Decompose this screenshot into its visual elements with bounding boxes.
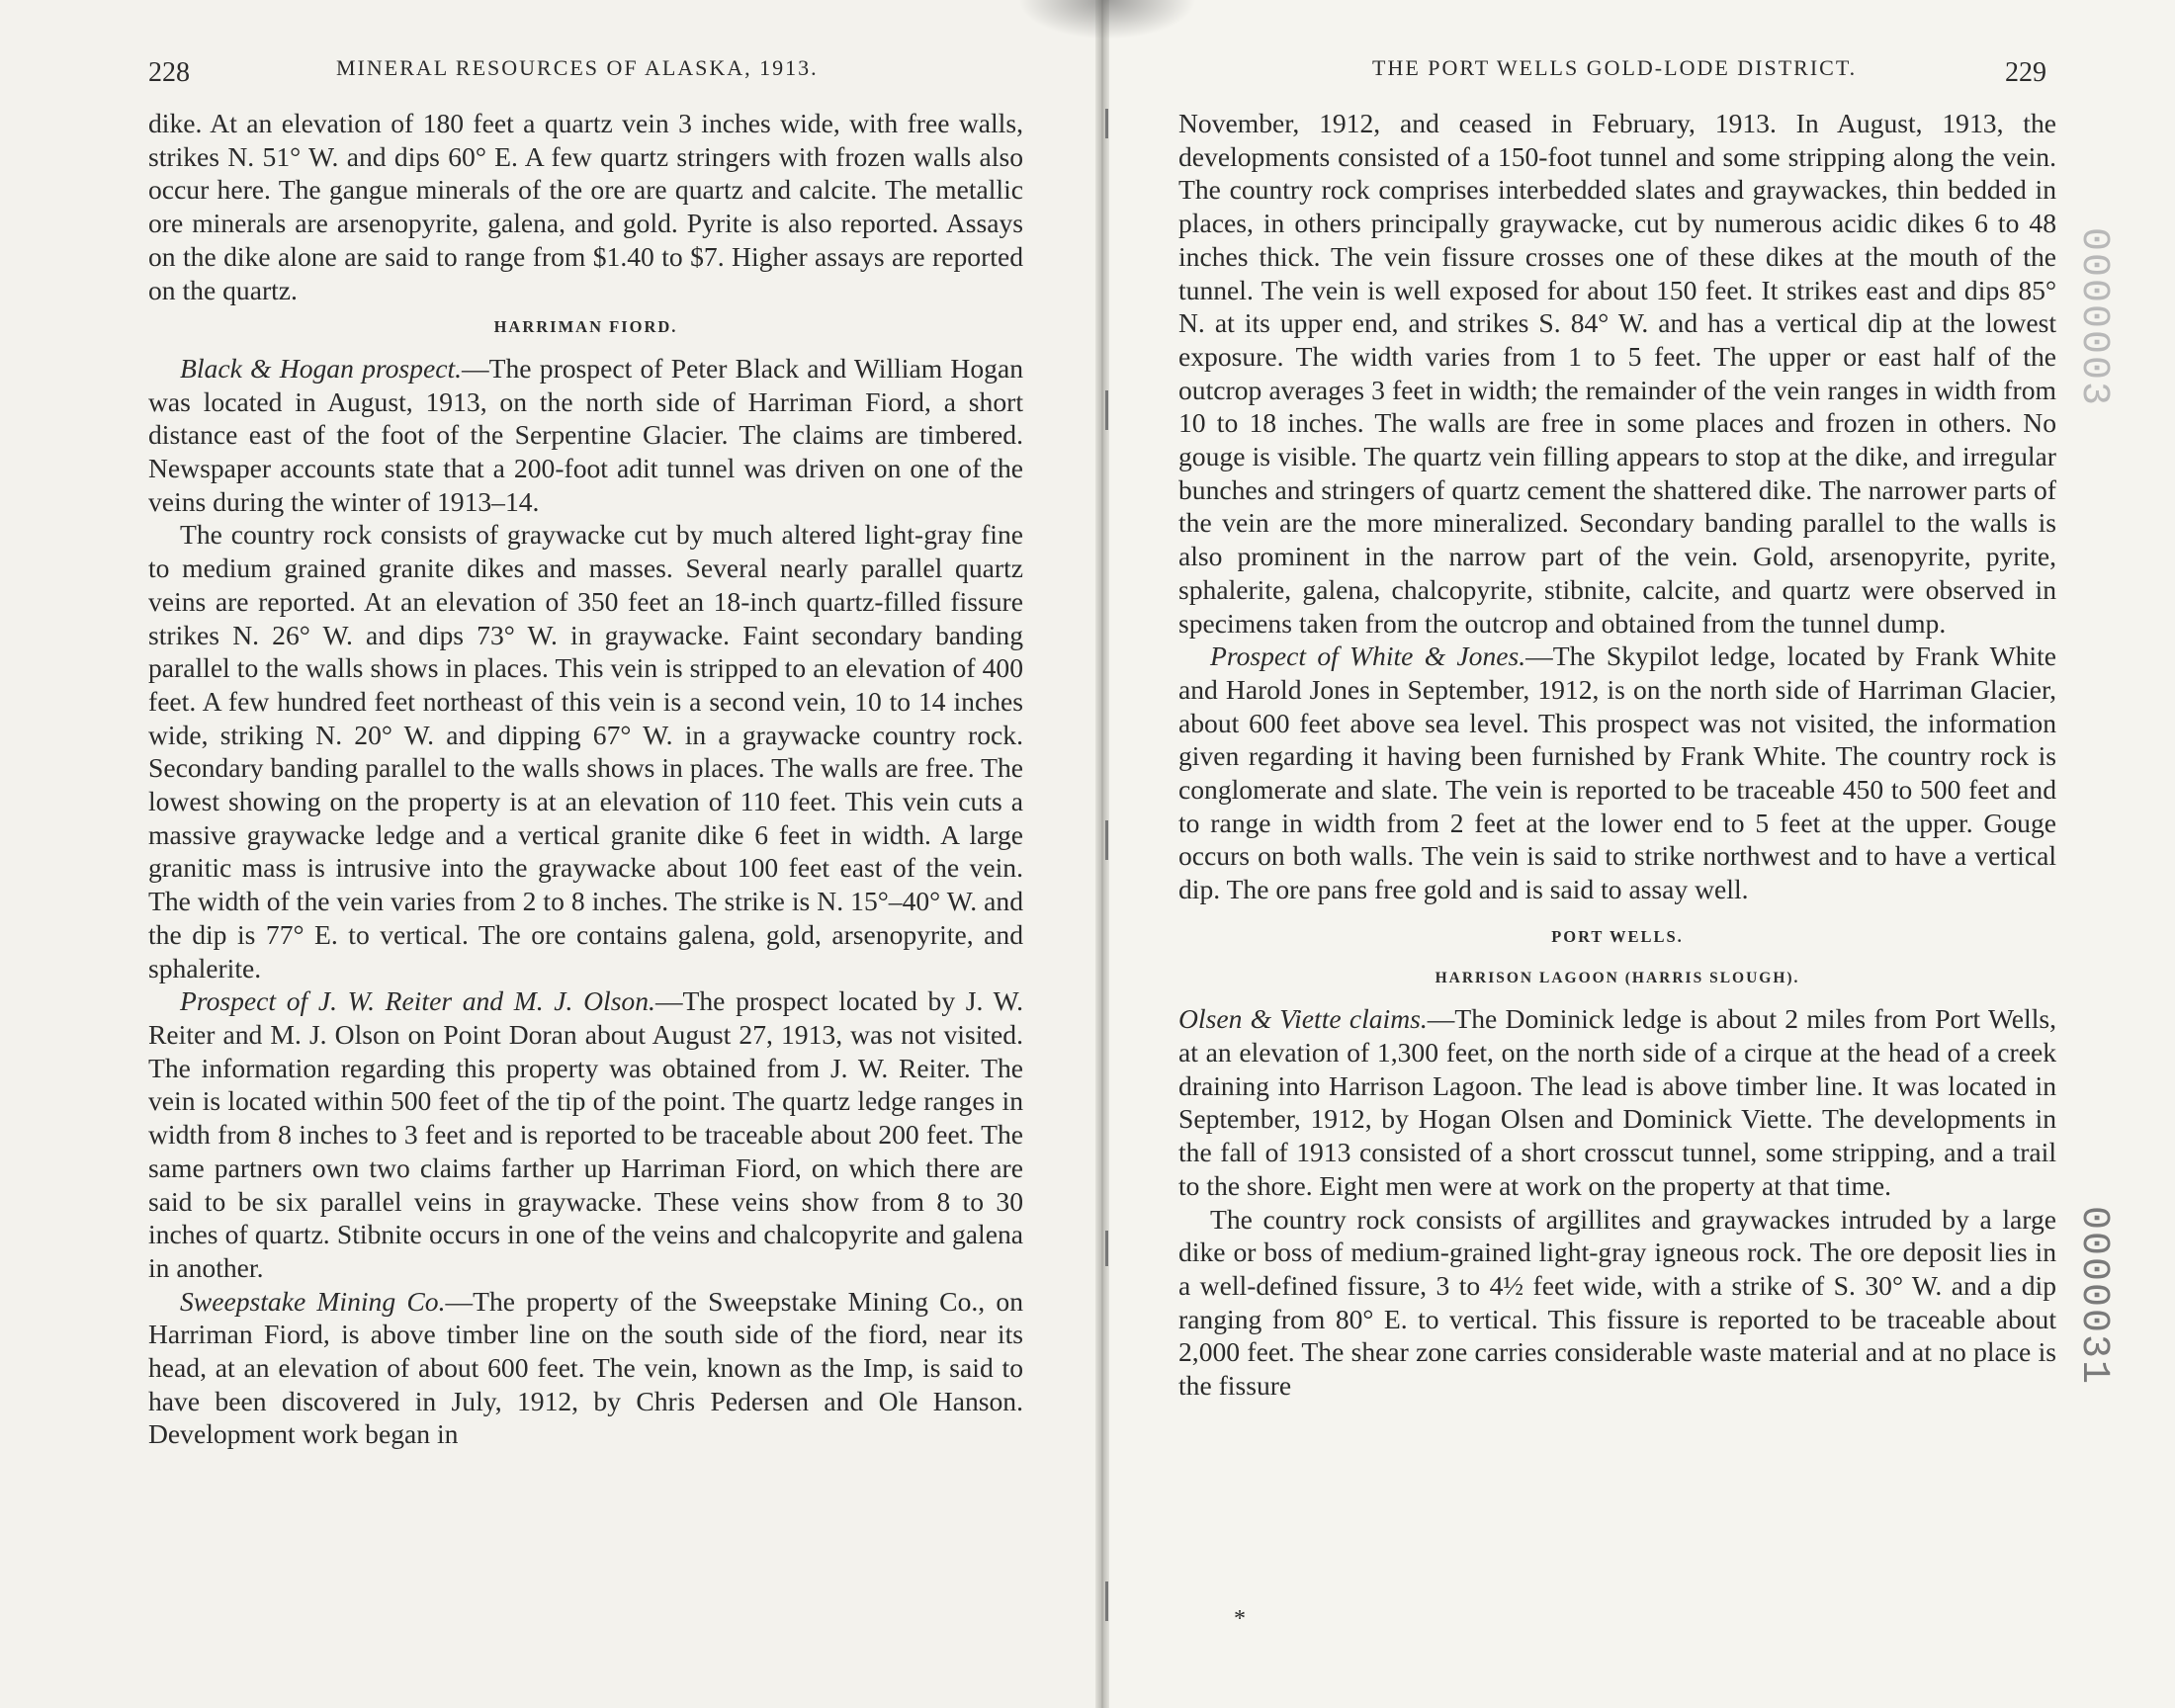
gutter-tick — [1105, 820, 1108, 860]
binding-smudge — [1018, 0, 1196, 40]
section-heading: HARRIMAN FIORD. — [493, 317, 678, 337]
paragraph — [148, 107, 1023, 306]
paragraph-text: —The prospect located by J. W. Reiter and M. J. Olson on Point Doran about August 27, 1913, was not visited. The information regarding this property was obtained from J. W. Reiter. The vein is located within 500 feet of the tip of the point. The quartz ledge ranges in width from 8 inches to 3 feet and is reported to be traceable about 200 feet. The same partners own two claims farther up Harriman Fiord, on which there are said to be six parallel veins in graywacke. These veins show from 8 to 30 inches of quartz. Stibnite occurs in one of the veins and chalcopyrite and galena in another. — [148, 985, 1023, 1283]
paragraph — [148, 352, 1023, 519]
paragraph-lead: Black & Hogan prospect. — [180, 352, 463, 384]
paragraph-text: November, 1912, and ceased in February, 1913. In August, 1913, the developments consisted of a 150-foot tunnel and some stripping along the vein. The country rock comprises interbedded slates and graywackes, thin bedded in places, in others principally graywacke, cut by numerous acidic dikes 6 to 48 inches thick. The vein fissure crosses one of these dikes at the mouth of the tunnel. The vein is well exposed for about 150 feet. It strikes east and dips 85° N. at its upper end, and strikes S. 84° W. and has a vertical dip at the lowest exposure. The width varies from 1 to 5 feet. The upper or east half of the outcrop averages 3 feet in width; the remainder of the vein ranges in width from 10 to 18 inches. The walls are free in some places and frozen in others. No gouge is visible. The quartz vein filling appears to stop at the dike, and irregular bunches and stringers of quartz cement the shattered dike. The narrower parts of the vein are the more mineralized. Secondary banding parallel to the walls is also prominent in the narrow part of the vein. Gold, arsenopyrite, pyrite, sphalerite, galena, chalcopyrite, stibnite, calcite, and quartz were observed in specimens taken from the outcrop and obtained from the tunnel dump. — [1178, 108, 2056, 639]
archive-stamp-top: 0000003 — [2071, 227, 2116, 408]
left-page-number: 228 — [148, 57, 190, 88]
section-heading: PORT WELLS. — [1551, 926, 1684, 946]
right-running-head: THE PORT WELLS GOLD-LODE DISTRICT. — [1372, 55, 1858, 80]
paragraph — [148, 984, 1023, 1284]
subsection-heading: HARRISON LAGOON (HARRIS SLOUGH). — [1435, 969, 1800, 986]
paragraph-lead: Prospect of J. W. Reiter and M. J. Olson. — [180, 985, 655, 1017]
gutter-tick — [1105, 1581, 1108, 1621]
paragraph-text: The country rock consists of graywacke cut by much altered light-gray fine to medium grained granite dikes and masses. Several nearly parallel quartz veins are reported. At an elevation of 350 feet an 18-inch quartz-filled fissure strikes N. 26° W. and dips 73° W. in graywacke. Faint secondary banding parallel to the walls shows in places. This vein is stripped to an elevation of 400 feet. A few hundred feet northeast of this vein is a second vein, 10 to 14 inches wide, striking N. 20° W. and dipping 67° W. in a graywacke country rock. Secondary banding parallel to the walls shows in places. The walls are free. The lowest showing on the property is at an elevation of 110 feet. This vein cuts a massive graywacke ledge and a vertical granite dike 6 feet in width. A large granitic mass is intrusive into the graywacke about 100 feet east of the vein. The width of the vein varies from 2 to 8 inches. The strike is N. 15°–40° W. and the dip is 77° E. to vertical. The ore contains galena, gold, arsenopyrite, and sphalerite. — [148, 519, 1023, 983]
paragraph-text: —The Dominick ledge is about 2 miles from Port Wells, at an elevation of 1,300 feet, on the north side of a cirque at the head of a creek draining into Harrison Lagoon. The lead is above timber line. It was located in September, 1912, by Hogan Olsen and Dominick Viette. The developments in the fall of 1913 consisted of a short crosscut tunnel, some stripping, and a trail to the shore. Eight men were at work on the property at that time. — [1178, 1003, 2056, 1201]
left-running-head: MINERAL RESOURCES OF ALASKA, 1913. — [336, 55, 819, 80]
paragraph-lead: Olsen & Viette claims. — [1178, 1003, 1428, 1035]
paragraph-lead: Prospect of White & Jones. — [1210, 640, 1526, 672]
paragraph-text: —The property of the Sweepstake Mining Co., on Harriman Fiord, is above timber line on the south side of the fiord, near its head, at an elevation of about 600 feet. The vein, known as the Imp, is said to have been discovered in July, 1912, by Chris Pedersen and Ole Hanson. Development work began in — [148, 1285, 1024, 1450]
paragraph — [1178, 640, 2056, 906]
archive-stamp-bottom: 0000031 — [2071, 1206, 2116, 1387]
right-page-number: 229 — [2005, 57, 2046, 88]
paragraph-text: dike. At an elevation of 180 feet a quartz vein 3 inches wide, with free walls, strikes N. 51° W. and dips 60° E. A few quartz stringers with frozen walls also occur here. The gangue minerals of the ore are quartz and calcite. The metallic ore minerals are arsenopyrite, galena, and gold. Pyrite is also reported. Assays on the dike alone are said to range from $1.40 to $7. Higher assays are reported on the quartz. — [148, 108, 1023, 305]
left-column — [148, 107, 1023, 1451]
paragraph-lead: Sweepstake Mining Co. — [180, 1285, 446, 1317]
right-column — [1178, 107, 2056, 1403]
paragraph — [148, 518, 1023, 984]
paragraph-text: —The prospect of Peter Black and William Hogan was located in August, 1913, on the north side of Harriman Fiord, a short distance east of the foot of the Serpentine Glacier. The claims are timbered. Newspaper accounts state that a 200-foot adit tunnel was driven on one of the veins during the winter of 1913–14. — [148, 352, 1023, 517]
gutter-tick — [1105, 390, 1108, 430]
paragraph — [1178, 1002, 2056, 1202]
paragraph — [1178, 1203, 2056, 1403]
paragraph — [148, 1285, 1023, 1452]
gutter-tick — [1105, 1231, 1108, 1266]
gutter-tick — [1105, 109, 1108, 138]
paragraph-text: The country rock consists of argillites and graywackes intruded by a large dike or boss of medium-grained light-gray igneous rock. The ore deposit lies in a well-defined fissure, 3 to 4½ feet wide, with a strike of S. 30° W. and a dip ranging from 80° E. to vertical. This fissure is reported to be traceable about 2,000 feet. The shear zone carries considerable waste material and at no place is the fissure — [1178, 1203, 2056, 1402]
paragraph-text: —The Skypilot ledge, located by Frank White and Harold Jones in September, 1912, is on the north side of Harriman Glacier, about 600 feet above sea level. This prospect was not visited, the information given regarding it having been furnished by Frank White. The country rock is conglomerate and slate. The vein is reported to be traceable 450 to 500 feet and to range in width from 2 feet at the lower end to 5 feet at the upper. Gouge occurs on both walls. The vein is said to strike northwest and to have a vertical dip. The ore pans free gold and is said to assay well. — [1178, 640, 2057, 905]
paragraph — [1178, 107, 2056, 640]
footnote-mark: * — [1234, 1606, 1246, 1632]
